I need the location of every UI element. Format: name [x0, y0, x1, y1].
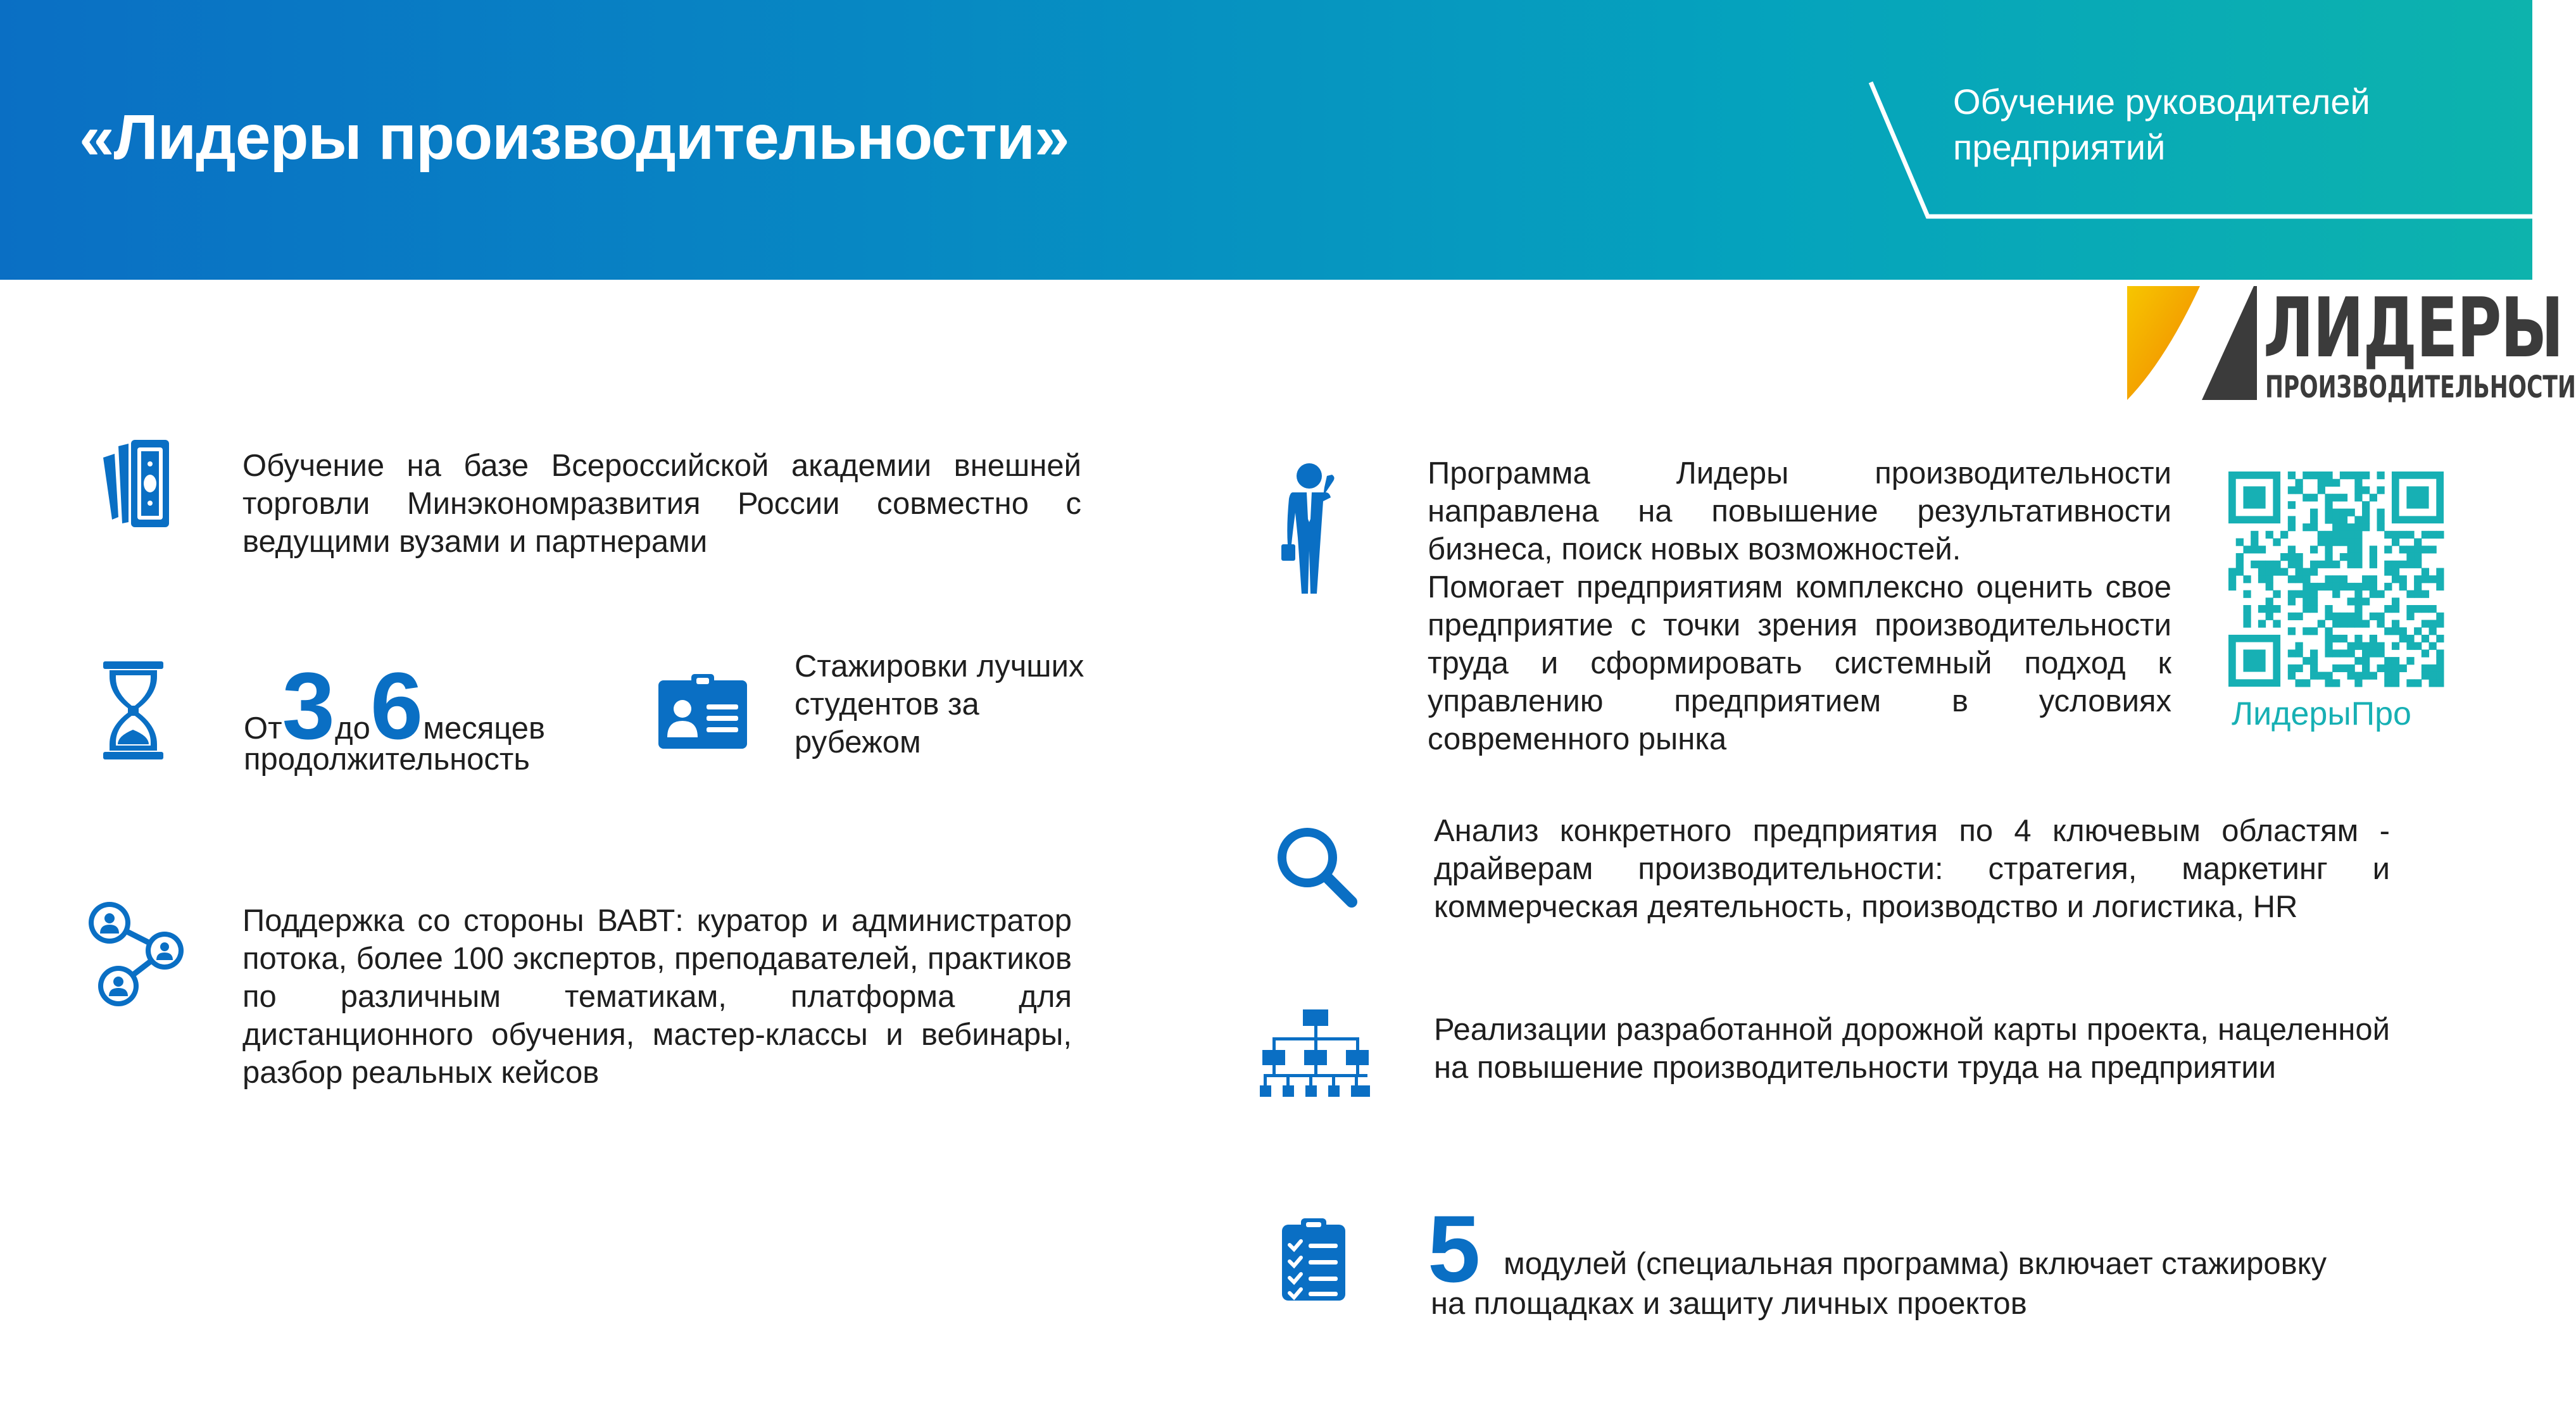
businessman-icon — [1279, 462, 1342, 595]
modules-text-2: на площадках и защиту личных проектов — [1431, 1287, 2027, 1321]
header-banner — [0, 0, 2532, 280]
checklist-icon — [1282, 1218, 1345, 1301]
analysis-text: Анализ конкретного предприятия по 4 ключевым областям - драйверам производительности: стратегия, маркетинг и коммерческая деятельность, производство и логистика, HR — [1434, 814, 2390, 924]
program-text-1: Программа Лидеры производительности направлена на повышение результативности бизнеса, поиск новых возможностей. — [1428, 456, 2171, 566]
internship-text: Стажировки лучших студентов за рубежом — [795, 649, 1084, 759]
duration-max: 6 — [370, 653, 424, 759]
network-icon — [85, 899, 187, 1009]
support-text: Поддержка со стороны ВАВТ: куратор и администратор потока, более 100 экспертов, преподавателей, практиков по различным тематикам, платформа для дистанционного обучения, мастер-классы и вебинары, разбор реальных кейсов — [242, 904, 1072, 1090]
qr-label: ЛидерыПро — [2232, 696, 2411, 732]
program-description — [1428, 454, 2171, 758]
id-card-icon — [658, 674, 747, 750]
magnifier-icon — [1276, 826, 1358, 908]
page-title: «Лидеры производительности» — [79, 102, 1069, 173]
duration-from: От — [244, 711, 282, 746]
duration-block — [244, 653, 546, 759]
modules-text-1: модулей (специальная программа) включает стажировку — [1504, 1247, 2327, 1281]
logo-subword: ПРОИЗВОДИТЕЛЬНОСТИ — [2265, 370, 2576, 405]
duration-min: 3 — [282, 653, 335, 759]
duration-label: продолжительность — [244, 742, 530, 777]
duration-to: до — [335, 711, 370, 746]
program-text-2: Помогает предприятиям комплексно оценить свое предприятие с точки зрения производительности труда и сформировать системный подход к управлению предприятием в условиях современного рынка — [1428, 570, 2171, 756]
qr-code-icon[interactable] — [2228, 472, 2444, 687]
modules-count: 5 — [1428, 1196, 1481, 1302]
academy-text: Обучение на базе Всероссийской академии внешней торговли Минэкономразвития России совместно с ведущими вузами и партнерами — [242, 449, 1081, 559]
duration-unit: месяцев — [423, 711, 546, 746]
brand-logo — [2127, 280, 2576, 405]
roadmap-text: Реализации разработанной дорожной карты проекта, нацеленной на повышение производительности труда на предприятии — [1434, 1013, 2390, 1085]
header-subtitle: Обучение руководителей предприятий — [1953, 82, 2370, 167]
hourglass-icon — [103, 661, 163, 759]
money-icon — [98, 440, 171, 528]
org-chart-icon — [1260, 1009, 1371, 1108]
logo-word: ЛИДЕРЫ — [2263, 280, 2563, 376]
